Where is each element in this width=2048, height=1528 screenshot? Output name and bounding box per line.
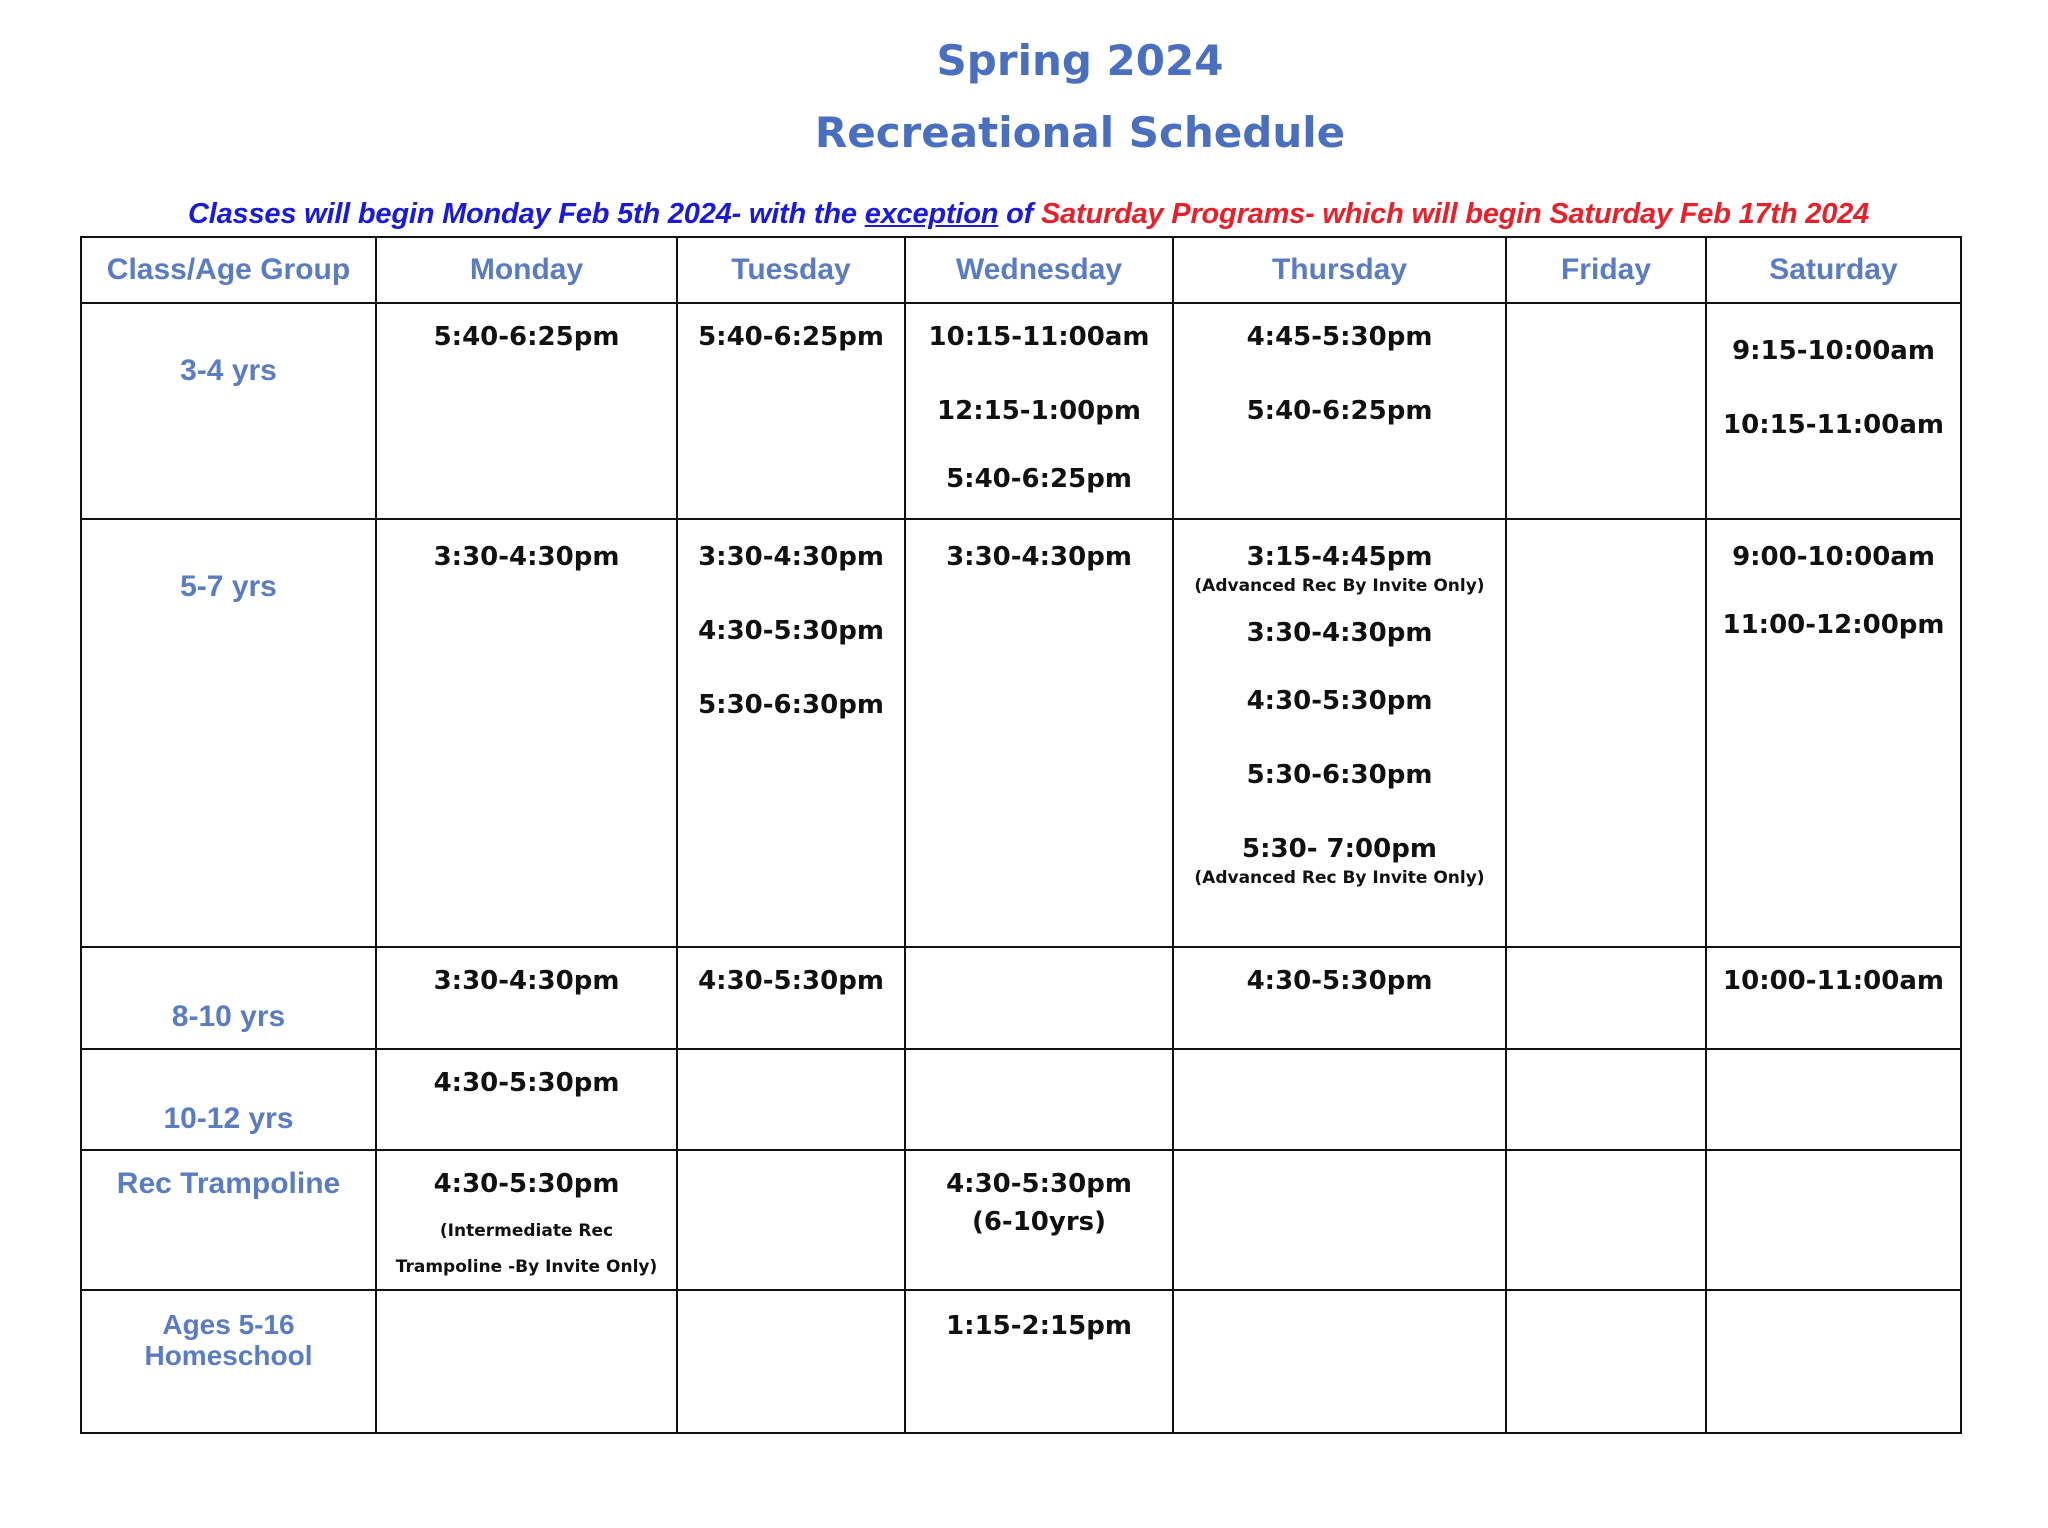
class-time: 4:30-5:30pm [698,966,884,996]
schedule-cell [1173,947,1506,1049]
schedule-cell [376,303,677,519]
schedule-cell-empty [1173,1290,1506,1433]
class-note: (Advanced Rec By Invite Only) [1194,868,1485,888]
class-time: 4:30-5:30pm [1246,966,1433,996]
class-time: 5:40-6:25pm [946,464,1132,494]
class-time: 9:00-10:00am [1732,542,1935,572]
table-row [81,947,1961,1049]
column-header-monday: Monday [376,237,677,303]
table-row [81,1150,1961,1290]
class-time: 5:30- 7:00pm [1242,834,1437,864]
schedule-cell [376,519,677,947]
age-group-label: 5-7 yrs [180,570,277,603]
class-age-range: (6-10yrs) [971,1207,1107,1237]
schedule-cell [905,1150,1173,1290]
schedule-cell [1706,947,1961,1049]
schedule-cell-empty [1506,519,1706,947]
class-note: (Advanced Rec By Invite Only) [1194,576,1485,596]
table-row [81,1290,1961,1433]
table-row [81,303,1961,519]
schedule-cell [905,303,1173,519]
class-time: 9:15-10:00am [1732,336,1935,366]
schedule-cell-empty [677,1150,905,1290]
age-group-cell [81,1150,376,1290]
class-time: 4:30-5:30pm [433,1169,620,1199]
notice-text-start: Classes will begin Monday Feb 5th 2024- with the [188,198,865,230]
schedule-cell-empty [1506,1049,1706,1150]
age-group-cell [81,519,376,947]
schedule-cell [1173,519,1506,947]
class-note: Trampoline -By Invite Only) [395,1257,658,1277]
age-group-label: 8-10 yrs [171,1000,286,1033]
age-group-label: 3-4 yrs [180,354,277,387]
age-group-label-sub: Homeschool [144,1340,313,1371]
class-time: 3:30-4:30pm [698,542,884,572]
class-time: 4:30-5:30pm [698,616,884,646]
age-group-label: Rec Trampoline [116,1167,341,1200]
age-group-cell [81,947,376,1049]
notice-text-saturday: Saturday Programs- which will begin Saturday Feb 17th 2024 [1040,198,1869,230]
class-note: (Intermediate Rec [439,1221,614,1241]
schedule-cell-empty [1506,1150,1706,1290]
age-group-cell [81,1049,376,1150]
schedule-cell-empty [1173,1049,1506,1150]
schedule-cell-empty [1706,1150,1961,1290]
schedule-cell [376,1150,677,1290]
schedule-cell-empty [1173,1150,1506,1290]
column-header-group: Class/Age Group [81,237,376,303]
page-title: Spring 2024 [936,36,1224,85]
schedule-cell-empty [1506,947,1706,1049]
schedule-cell [376,947,677,1049]
age-group-label: 10-12 yrs [163,1102,294,1135]
header-row [81,237,1961,303]
column-header-saturday: Saturday [1706,237,1961,303]
notice-text-of: of [998,198,1041,230]
schedule-cell [677,303,905,519]
class-time: 5:40-6:25pm [698,322,884,352]
class-time: 3:15-4:45pm [1246,542,1433,572]
schedule-cell-empty [1506,303,1706,519]
schedule-cell-empty [376,1290,677,1433]
class-time: 4:30-5:30pm [946,1169,1132,1199]
schedule-cell [1173,303,1506,519]
class-time: 1:15-2:15pm [946,1311,1132,1341]
class-time: 5:40-6:25pm [433,322,620,352]
table-row [81,519,1961,947]
schedule-cell [905,519,1173,947]
class-time: 4:30-5:30pm [1246,686,1433,716]
class-time: 5:40-6:25pm [1246,396,1433,426]
class-time: 10:15-11:00am [928,322,1150,352]
class-time: 3:30-4:30pm [433,966,620,996]
schedule-cell [1706,519,1961,947]
class-time: 3:30-4:30pm [1246,618,1433,648]
class-time: 5:30-6:30pm [1246,760,1433,790]
age-group-cell [81,1290,376,1433]
class-time: 11:00-12:00pm [1722,610,1945,640]
schedule-cell-empty [905,947,1173,1049]
schedule-cell [677,519,905,947]
schedule-cell [1706,303,1961,519]
column-header-tuesday: Tuesday [677,237,905,303]
table-row [81,1049,1961,1150]
age-group-label: Ages 5-16 [162,1309,295,1340]
class-time: 5:30-6:30pm [698,690,884,720]
class-time: 4:45-5:30pm [1246,322,1433,352]
start-date-notice [188,198,1968,231]
schedule-cell-empty [1506,1290,1706,1433]
column-header-friday: Friday [1506,237,1706,303]
page-subtitle: Recreational Schedule [814,108,1346,157]
class-time: 10:15-11:00am [1723,410,1944,440]
schedule-cell-empty [905,1049,1173,1150]
schedule-table [80,236,1962,1434]
class-time: 3:30-4:30pm [433,542,620,572]
schedule-cell-empty [677,1049,905,1150]
class-time: 12:15-1:00pm [937,396,1141,426]
schedule-cell [677,947,905,1049]
class-time: 10:00-11:00am [1723,966,1944,996]
age-group-cell [81,303,376,519]
schedule-cell-empty [1706,1290,1961,1433]
column-header-thursday: Thursday [1173,237,1506,303]
schedule-cell-empty [1706,1049,1961,1150]
schedule-cell [905,1290,1173,1433]
class-time: 3:30-4:30pm [946,542,1132,572]
class-time: 4:30-5:30pm [433,1068,620,1098]
notice-text-exception: exception [864,198,999,230]
schedule-cell-empty [677,1290,905,1433]
column-header-wednesday: Wednesday [905,237,1173,303]
schedule-cell [376,1049,677,1150]
